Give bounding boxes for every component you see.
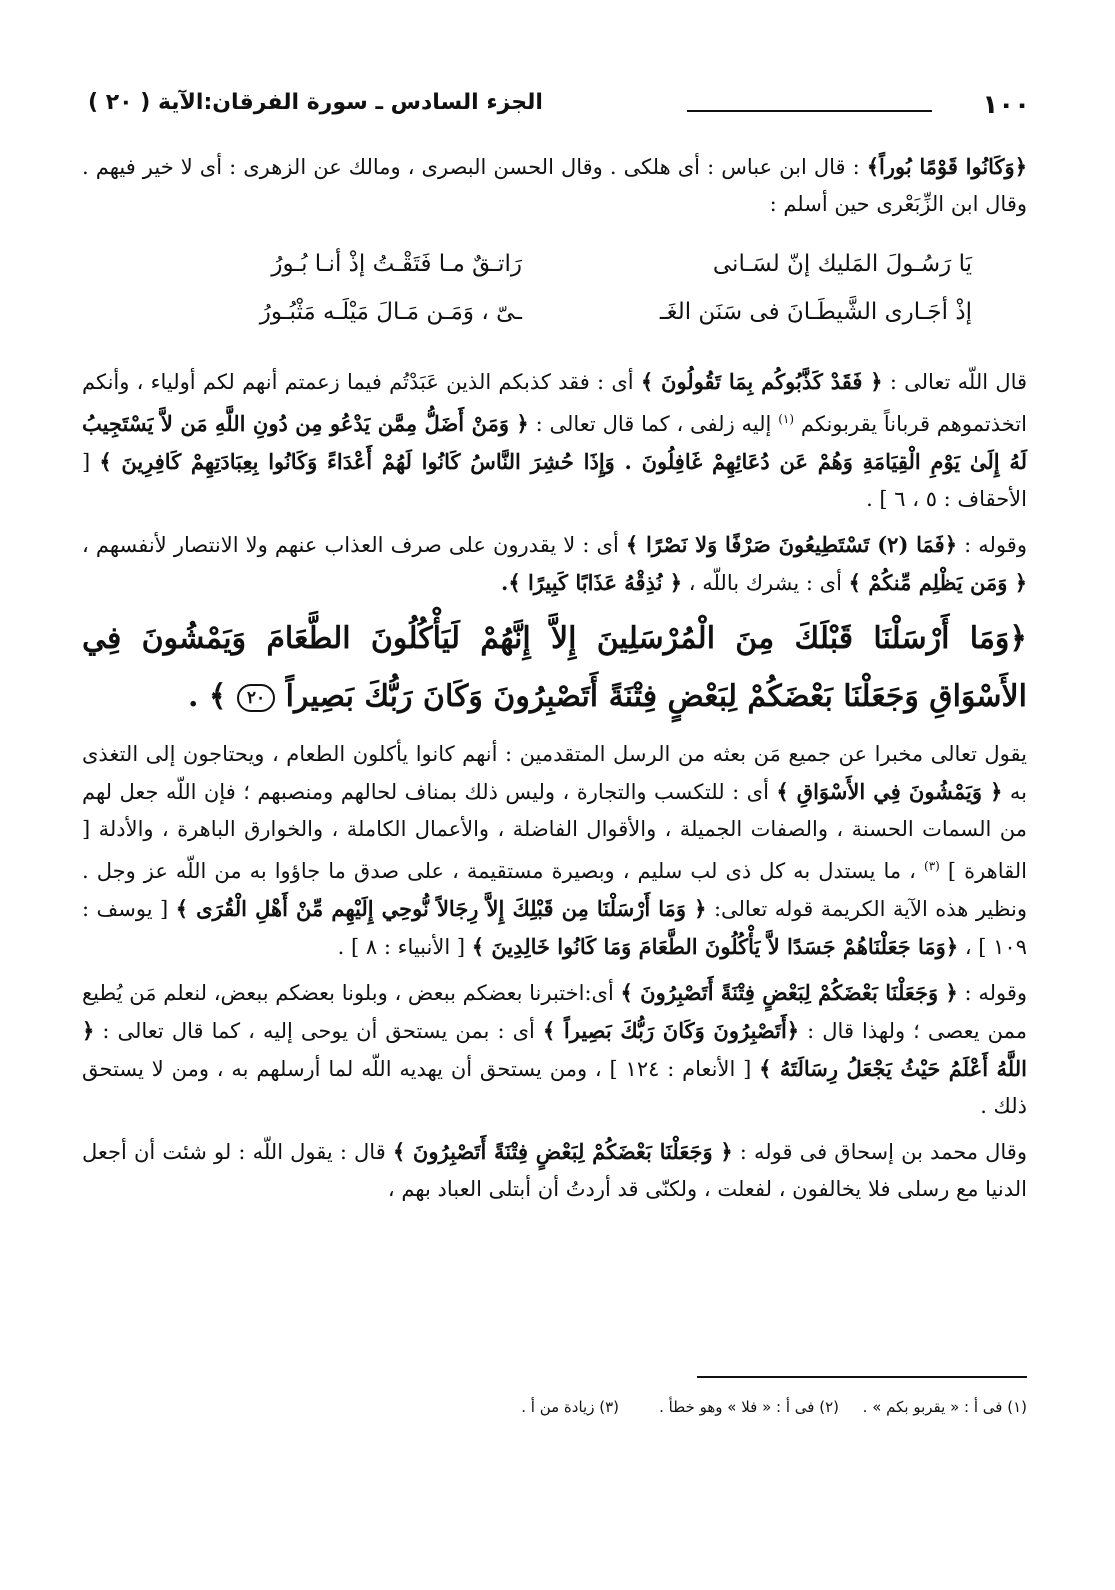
verse-reference: [ الأحقاف : ٥ ، ٦ ] . bbox=[82, 450, 1027, 511]
paragraph-5 bbox=[82, 974, 1027, 1125]
featured-ayah bbox=[82, 610, 1027, 726]
paragraph-text: ، ما يستدل به كل ذى لب سليم ، وبصيرة مستقيمة ، على صدق ما جاؤوا به من اللّه عز وجل . ونظير هذه الآية الكريمة قوله تعالى: bbox=[82, 859, 1027, 921]
poem bbox=[82, 245, 1027, 341]
footnote-marker: (٣) bbox=[924, 859, 940, 873]
poem-verse bbox=[82, 293, 1027, 341]
paragraph-6 bbox=[82, 1133, 1027, 1208]
verse-second-hemistich: رَاتـقٌ مـا فَتَقْـتُ إذْ أنـا بُـورُ bbox=[271, 251, 522, 277]
paragraph-text: أى : لا يقدرون على صرف العذاب عنهم ولا الانتصار لأنفسهم ، bbox=[82, 533, 619, 557]
ayah-text: ﴿وَمَا أَرْسَلْنَا قَبْلَكَ مِنَ الْمُرْسَلِينَ إِلاَّ إِنَّهُمْ لَيَأْكُلُونَ الطَّعَامَ وَيَمْشُونَ فِي الأَسْوَاقِ وَجَعَلْنَا بَعْضَكُمْ لِبَعْضٍ فِتْنَةً أَتَصْبِرُونَ وَكَانَ رَبُّكَ بَصِيراً bbox=[82, 621, 1027, 714]
header-rule bbox=[687, 110, 932, 112]
quran-quote: ﴿ وَمَن يَظْلِم مِّنكُمْ ﴾ bbox=[848, 570, 1027, 595]
quran-quote: ﴿ وَجَعَلْنَا بَعْضَكُمْ لِبَعْضٍ فِتْنَةً أَتَصْبِرُونَ ﴾ bbox=[392, 1139, 733, 1164]
quran-quote: ﴿وَمَا جَعَلْنَاهُمْ جَسَدًا لاَّ يَأْكُلُونَ الطَّعَامَ وَمَا كَانُوا خَالِدِينَ ﴾ bbox=[471, 934, 959, 959]
footnote-3: (٣) زيادة من أ . bbox=[521, 1398, 619, 1416]
verse-first-hemistich: إذْ أجَـارى الشَّيطَـانَ فى سَنَن الغَـ bbox=[659, 299, 972, 325]
page-header bbox=[88, 86, 1030, 126]
footnote-marker: (١) bbox=[778, 412, 795, 426]
ayah-number-badge: ٢٠ bbox=[237, 684, 275, 712]
paragraph-text: وقال محمد بن إسحاق فى قوله : bbox=[739, 1140, 1027, 1164]
footnote-2: (٢) فى أ : « فلا » وهو خطأ . bbox=[659, 1398, 839, 1416]
paragraph-text: وقوله : bbox=[964, 981, 1028, 1005]
paragraph-3 bbox=[82, 526, 1027, 602]
footnotes bbox=[227, 1398, 1027, 1428]
verse-second-hemistich: ـىّ ، وَمَـن مَـالَ مَيْلَـه مَثْبُـورُ bbox=[259, 299, 522, 325]
paragraph-2 bbox=[82, 363, 1027, 518]
paragraph-text: [ الأنعام : ١٢٤ ] ، ومن يستحق أن يهديه اللّه لما أرسلهم به ، ومن لا يستحق ذلك . bbox=[82, 1057, 1027, 1118]
ayah-close: ﴾ . bbox=[187, 679, 227, 714]
paragraph-text: أى:اختبرنا بعضكم ببعض ، وبلونا بعضكم ببعض، لنعلم مَن يُطيع ممن يعصى ؛ ولهذا قال : bbox=[82, 981, 1028, 1043]
quran-quote: ﴿فَمَا (٢) تَسْتَطِيعُونَ صَرْفًا وَلا نَصْرًا ﴾ bbox=[625, 532, 958, 557]
quran-quote: ﴿ وَيَمْشُونَ فِي الأَسْوَاقِ ﴾ bbox=[776, 779, 1003, 804]
quran-quote: ﴿ وَمَنْ أَضَلُّ مِمَّن يَدْعُو مِن دُونِ اللَّهِ مَن لاَّ يَسْتَجِيبُ لَهُ إِلَىٰ يَوْمِ الْقِيَامَةِ وَهُمْ عَن دُعَائِهِمْ غَافِلُونَ . وَإِذَا حُشِرَ النَّاسُ كَانُوا لَهُمْ أَعْدَاءً وَكَانُوا بِعِبَادَتِهِمْ كَافِرِينَ ﴾ bbox=[82, 411, 1028, 474]
quran-quote: ﴿ فَقَدْ كَذَّبُوكُم بِمَا تَقُولُونَ ﴾ bbox=[640, 369, 883, 394]
paragraph-4 bbox=[82, 736, 1027, 966]
running-title: الجزء السادس ـ سورة الفرقان:الآية ( ٢٠ ) bbox=[88, 90, 543, 115]
quran-quote: ﴿ وَمَا أَرْسَلْنَا مِن قَبْلِكَ إِلاَّ رِجَالاً نُّوحِي إِلَيْهِم مِّنْ أَهْلِ الْقُرَى ﴾ bbox=[175, 896, 707, 921]
poem-verse bbox=[82, 245, 1027, 293]
quran-quote: ﴿وَكَانُوا قَوْمًا بُوراً﴾ bbox=[866, 154, 1028, 179]
paragraph-text: قال اللّه تعالى : bbox=[889, 370, 1028, 394]
page-body bbox=[82, 148, 1027, 1216]
paragraph-text: أى : بمن يستحق أن يوحى إليه ، كما قال تعالى : bbox=[102, 1019, 535, 1043]
paragraph-text: أى : للتكسب والتجارة ، وليس ذلك بمناف لحالهم ومنصبهم ؛ فإن اللّه جعل لهم من السمات الحسنة ، والصفات الجميلة ، والأقوال الفاضلة ، والأعمال الكاملة ، والخوارق الباهرة ، والأدلة [ القاهرة ] bbox=[82, 780, 1027, 883]
page-number: ١٠٠ bbox=[982, 90, 1030, 120]
paragraph-text: أى : فقد كذبكم الذين عَبَدْتُم فيما زعمتم أنهم لكم أولياء ، وأنكم اتخذتموهم قرباناً يقربونكم bbox=[82, 370, 1027, 436]
verse-reference: [ يوسف : ١٠٩ ] ، bbox=[82, 897, 1027, 959]
footnote-rule bbox=[697, 1376, 1027, 1378]
verse-reference: [ الأنبياء : ٨ ] . bbox=[337, 935, 466, 959]
paragraph-text: إليه زلفى ، كما قال تعالى : bbox=[535, 412, 772, 436]
paragraph-text: قال : يقول اللّه : لو شئت أن أجعل الدنيا مع رسلى فلا يخالفون ، لفعلت ، ولكنّى قد أردتُ أن أبتلى العباد بهم ، bbox=[82, 1140, 1027, 1201]
quran-quote: ﴿ وَجَعَلْنَا بَعْضَكُمْ لِبَعْضٍ فِتْنَةً أَتَصْبِرُونَ ﴾ bbox=[620, 980, 958, 1005]
paragraph-text: أى : يشرك باللّه ، bbox=[688, 571, 842, 595]
paragraph-text: : قال ابن عباس : أى هلكى . وقال الحسن البصرى ، ومالك عن الزهرى : أى لا خير فيهم . وقال ابن الزِّبَعْرى حين أسلم : bbox=[82, 155, 1027, 216]
verse-first-hemistich: يَا رَسُـولَ المَليك إنّ لسَـانى bbox=[712, 251, 972, 277]
paragraph-1 bbox=[82, 148, 1027, 223]
footnote-1: (١) فى أ : « يقربو بكم » . bbox=[862, 1398, 1027, 1416]
paragraph-text: وقوله : bbox=[964, 533, 1027, 557]
paragraph-text: يقول تعالى مخبرا عن جميع مَن بعثه من الرسل المتقدمين : أنهم كانوا يأكلون الطعام ، ويحتاجون إلى التغذى به bbox=[82, 742, 1027, 804]
quran-quote: ﴿أَتَصْبِرُونَ وَكَانَ رَبُّكَ بَصِيراً ﴾ bbox=[542, 1018, 800, 1043]
quran-quote: ﴿ نُذِقْهُ عَذَابًا كَبِيرًا ﴾. bbox=[501, 570, 683, 595]
quran-quote: ﴿ اللَّهُ أَعْلَمُ حَيْثُ يَجْعَلُ رِسَالَتَهُ ﴾ bbox=[82, 1018, 1027, 1081]
